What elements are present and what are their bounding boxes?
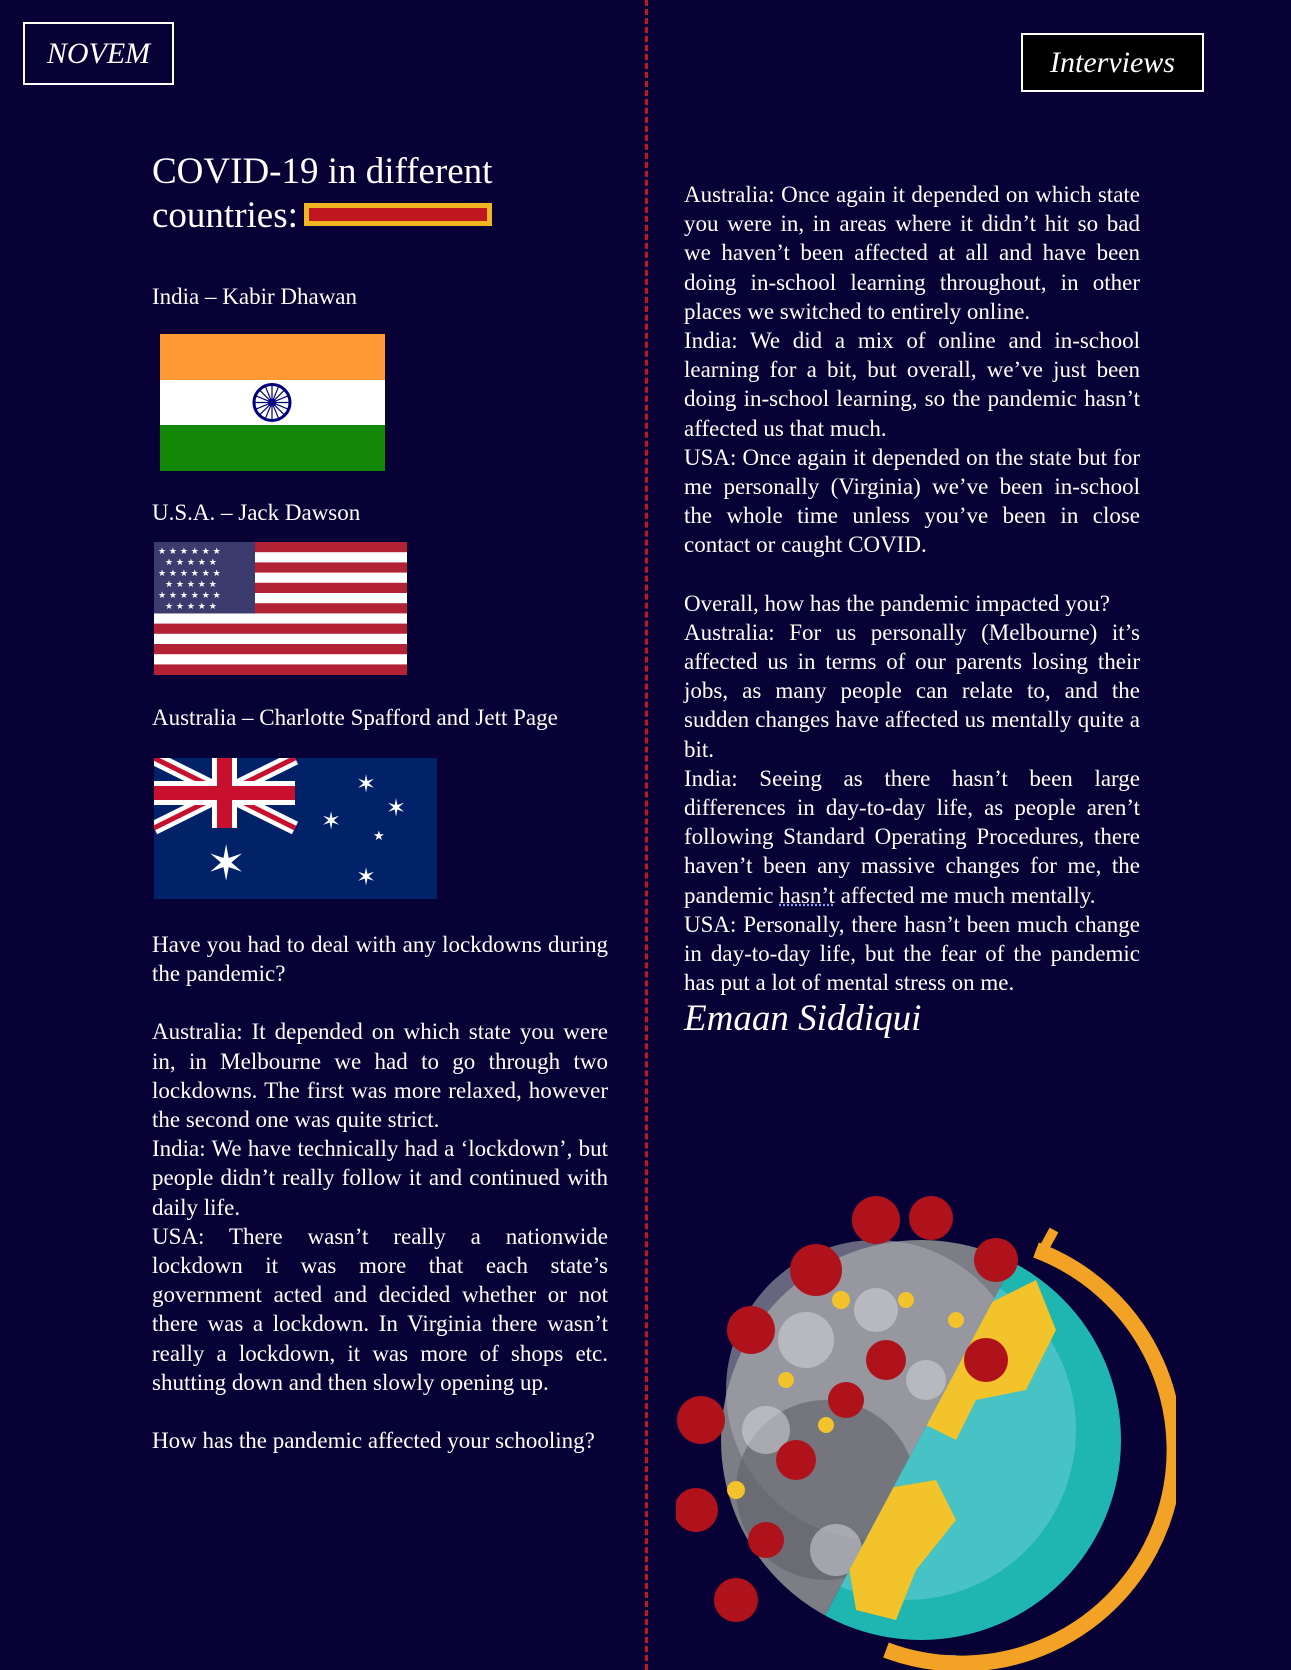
interviews-badge: Interviews bbox=[1021, 33, 1204, 92]
impact-answer-india-text: India: Seeing as there hasn’t been large differences in day-to-day life, as people aren’t following Standard Operating Procedures, there haven’t been any massive changes for me, the pandemic bbox=[684, 765, 1140, 908]
australia-interviewee-label: Australia – Charlotte Spafford and Jett Page bbox=[152, 705, 558, 730]
right-column bbox=[684, 180, 1140, 1041]
svg-text:★ ★ ★ ★ ★: ★ ★ ★ ★ ★ bbox=[165, 580, 217, 590]
question-impact: Overall, how has the pandemic impacted you? bbox=[684, 590, 1110, 616]
lockdown-question-block bbox=[152, 930, 608, 1455]
svg-text:✶: ✶ bbox=[321, 807, 342, 835]
lockdown-answer-usa: USA: There wasn’t really a nationwide lockdown it was more that each state’s government acted and decided whether or not there was a lockdown. In Virginia there wasn’t really a lockdown, it was more of shops etc. shutting down and then slowly opening up. bbox=[152, 1223, 608, 1395]
australia-flag-icon bbox=[154, 758, 437, 899]
svg-text:✶: ✶ bbox=[356, 863, 377, 891]
usa-flag-icon bbox=[154, 542, 407, 675]
center-dashed-divider bbox=[645, 0, 648, 1670]
article-title bbox=[152, 150, 608, 238]
lockdown-answer-india: India: We have technically had a ‘lockdown’, but people didn’t really follow it and continued with daily life. bbox=[152, 1136, 608, 1220]
svg-text:✶: ✶ bbox=[356, 770, 377, 798]
impact-answer-australia: Australia: For us personally (Melbourne) it’s affected us in terms of our parents losing their jobs, as many people can relate to, and the sudden changes have affected us mentally quite a bit. bbox=[684, 619, 1140, 762]
impact-answer-india bbox=[684, 764, 1140, 910]
title-line-2: countries: bbox=[152, 195, 298, 236]
question-schooling: How has the pandemic affected your schooling? bbox=[152, 1428, 595, 1454]
svg-text:✶: ✶ bbox=[386, 794, 407, 822]
lockdown-answer-australia: Australia: It depended on which state you were in, in Melbourne we had to go through two lockdowns. The first was more relaxed, however the second one was quite strict. bbox=[152, 1019, 608, 1133]
impact-answer-usa: USA: Personally, there hasn’t been much change in day-to-day life, but the fear of the pandemic has put a lot of mental stress on me. bbox=[684, 911, 1140, 996]
question-lockdowns: Have you had to deal with any lockdowns during the pandemic? bbox=[152, 932, 608, 987]
svg-text:★ ★ ★ ★ ★: ★ ★ ★ ★ ★ bbox=[165, 602, 217, 612]
svg-text:★: ★ bbox=[373, 829, 385, 844]
schooling-answer-india: India: We did a mix of online and in-school learning for a bit, but overall, we’ve just been doing in-school learning, so the pandemic hasn’t affected us that much. bbox=[684, 328, 1140, 441]
author-signature: Emaan Siddiqui bbox=[684, 998, 922, 1040]
schooling-answer-australia: Australia: Once again it depended on which state you were in, in areas where it didn’t hit so bad we haven’t been affected at all and have been doing in-school learning throughout, in other places we switched to entirely online. bbox=[684, 182, 1140, 324]
svg-text:★ ★ ★ ★ ★ ★: ★ ★ ★ ★ ★ ★ bbox=[158, 547, 221, 557]
schooling-answer-usa: USA: Once again it depended on the state but for me personally (Virginia) we’ve been in-school the whole time unless you’ve been in close contact or caught COVID. bbox=[684, 444, 1140, 558]
svg-text:★ ★ ★ ★ ★ ★: ★ ★ ★ ★ ★ ★ bbox=[158, 591, 221, 601]
title-line-1: COVID-19 in different bbox=[152, 151, 493, 192]
svg-text:★ ★ ★ ★ ★ ★: ★ ★ ★ ★ ★ ★ bbox=[158, 569, 221, 579]
impact-answer-india-flagged-word: hasn’t bbox=[779, 882, 835, 908]
india-interviewee-label: India – Kabir Dhawan bbox=[152, 284, 358, 309]
svg-text:★ ★ ★ ★ ★: ★ ★ ★ ★ ★ bbox=[165, 558, 217, 568]
usa-interviewee-label: U.S.A. – Jack Dawson bbox=[152, 500, 361, 525]
title-accent-bar bbox=[304, 203, 492, 226]
india-flag-icon bbox=[160, 334, 385, 471]
virus-globe-illustration bbox=[676, 1190, 1176, 1670]
impact-answer-india-end: affected me much mentally. bbox=[840, 882, 1096, 908]
novem-badge: NOVEM bbox=[23, 22, 174, 85]
left-column bbox=[152, 150, 608, 1454]
svg-text:✶: ✶ bbox=[206, 836, 247, 892]
